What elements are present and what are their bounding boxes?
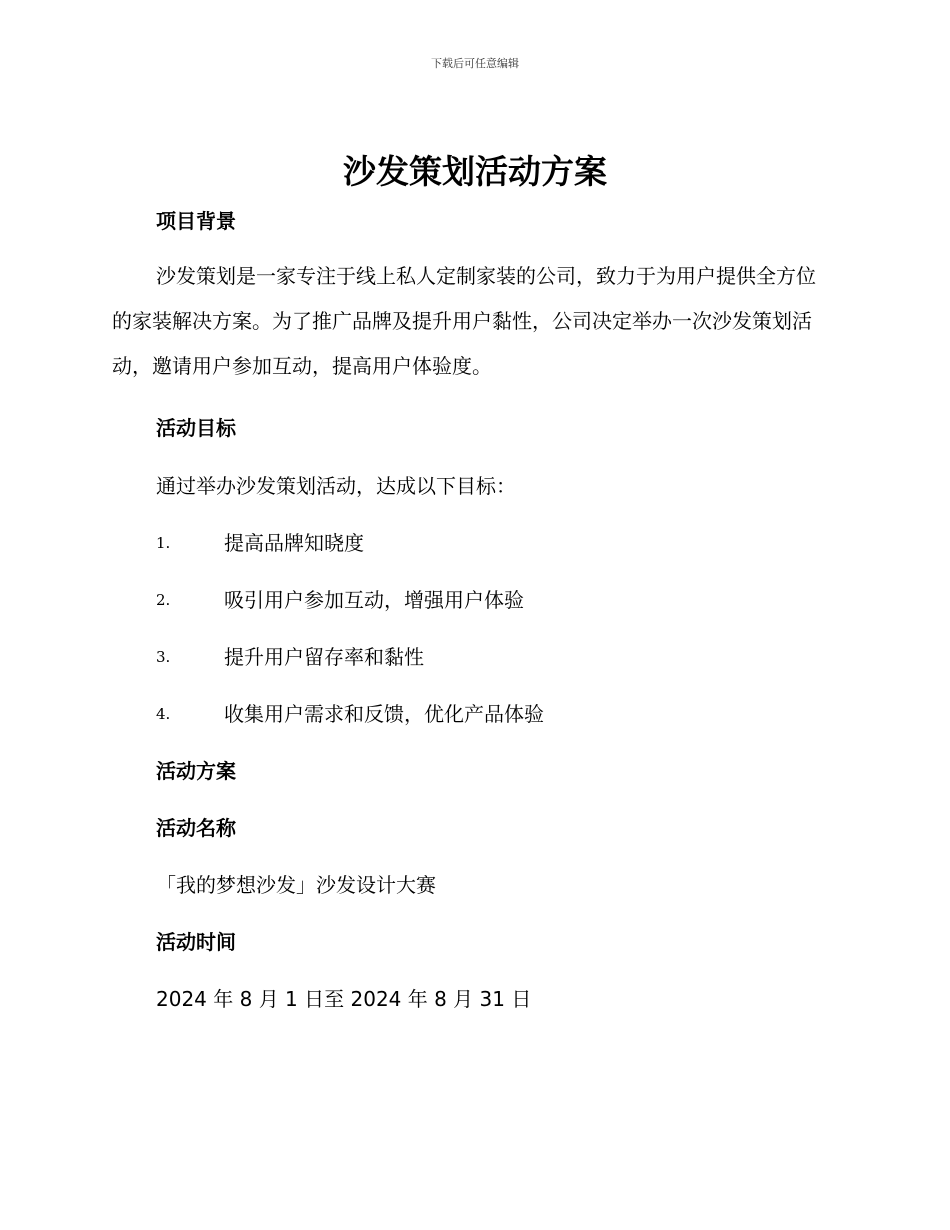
list-number: 3. [156, 648, 171, 666]
list-text: 吸引用户参加互动，增强用户体验 [224, 588, 524, 612]
list-number: 4. [156, 705, 171, 723]
list-text: 提升用户留存率和黏性 [224, 645, 424, 669]
list-text: 提高品牌知晓度 [224, 531, 364, 555]
list-number: 1. [156, 534, 171, 552]
list-item [156, 701, 834, 727]
activity-name-text: 「我的梦想沙发」沙发设计大赛 [156, 873, 436, 897]
list-item [156, 587, 834, 613]
activity-time-text: 2024 年 8 月 1 日至 2024 年 8 月 31 日 [156, 987, 532, 1011]
header-note: 下载后可任意编辑 [431, 57, 519, 70]
section-heading-name: 活动名称 [156, 816, 236, 840]
section-heading-plan: 活动方案 [156, 759, 236, 783]
document-body [112, 200, 834, 1012]
list-number: 2. [156, 591, 171, 609]
section-heading-time: 活动时间 [156, 930, 236, 954]
list-text: 收集用户需求和反馈，优化产品体验 [224, 702, 544, 726]
background-paragraph: 沙发策划是一家专注于线上私人定制家装的公司，致力于为用户提供全方位的家装解决方案。为了推广品牌及提升用户黏性，公司决定举办一次沙发策划活动，邀请用户参加互动，提高用户体验度。 [112, 264, 816, 378]
list-item [156, 530, 834, 556]
document-title: 沙发策划活动方案 [343, 152, 607, 191]
list-item [156, 644, 834, 670]
section-heading-goals: 活动目标 [156, 416, 236, 440]
section-heading-background: 项目背景 [156, 209, 236, 233]
goals-intro: 通过举办沙发策划活动，达成以下目标： [156, 474, 516, 498]
